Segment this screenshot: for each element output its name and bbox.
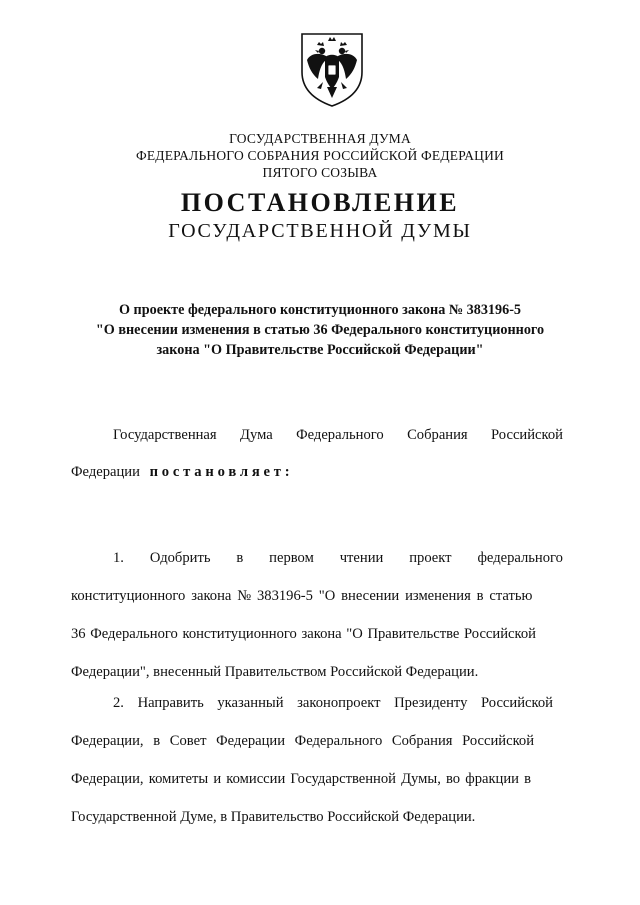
item-1-word: 1. <box>113 550 124 566</box>
item-1-word: Одобрить <box>149 550 211 566</box>
item-1-word: проект <box>409 550 452 566</box>
subject-line: О проекте федерального конституционного закона № 383196-5 <box>118 302 522 318</box>
item-1-line-2: конституционного закона № 383196-5 "О внесении изменения в статью <box>71 588 533 604</box>
item-1-line-4: Федерации", внесенный Правительством Российской Федерации. <box>71 664 479 680</box>
issuer-header <box>0 130 640 181</box>
item-2-line-4: Государственной Думе, в Правительство Российской Федерации. <box>71 809 476 825</box>
intro-word: Собрания <box>407 427 468 443</box>
intro-line-2 <box>71 462 563 482</box>
document-type-title: ПОСТАНОВЛЕНИЕ <box>180 188 460 217</box>
intro-word: Дума <box>240 427 273 443</box>
intro-word: Государственная <box>113 427 217 443</box>
header-line: ПЯТОГО СОЗЫВА <box>262 165 378 180</box>
document-issuer-title: ГОСУДАРСТВЕННОЙ ДУМЫ <box>168 220 472 242</box>
intro-paragraph <box>71 425 563 482</box>
item-1-paragraph <box>71 548 563 700</box>
item-2-paragraph <box>71 693 563 845</box>
subject-line: "О внесении изменения в статью 36 Федерального конституционного <box>95 322 545 338</box>
intro-word: Федерального <box>296 427 384 443</box>
decree-word: постановляет: <box>149 464 294 480</box>
coat-of-arms-emblem <box>299 32 365 108</box>
item-1-word: федерального <box>477 550 563 566</box>
intro-line-2-start: Федерации <box>71 464 140 480</box>
item-2-line-2: Федерации, в Совет Федерации Федерального Собрания Российской <box>71 733 535 749</box>
intro-word: Российской <box>491 427 563 443</box>
item-2-line-1: 2. Направить указанный законопроект Президенту Российской <box>113 695 553 711</box>
item-1-line-1 <box>71 548 563 568</box>
subject-line: закона "О Правительстве Российской Федерации" <box>156 342 484 358</box>
double-headed-eagle-icon <box>299 32 365 108</box>
item-2-line-3: Федерации, комитеты и комиссии Государственной Думы, во фракции в <box>71 771 532 787</box>
item-1-line-3: 36 Федерального конституционного закона "О Правительстве Российской <box>71 626 536 642</box>
header-line: ГОСУДАРСТВЕННАЯ ДУМА <box>229 131 411 146</box>
intro-line-1 <box>71 425 563 445</box>
document-subject <box>0 300 640 360</box>
header-line: ФЕДЕРАЛЬНОГО СОБРАНИЯ РОССИЙСКОЙ ФЕДЕРАЦИИ <box>136 148 504 163</box>
item-1-word: первом <box>269 550 314 566</box>
item-1-word: чтении <box>339 550 384 566</box>
item-1-word: в <box>236 550 244 566</box>
